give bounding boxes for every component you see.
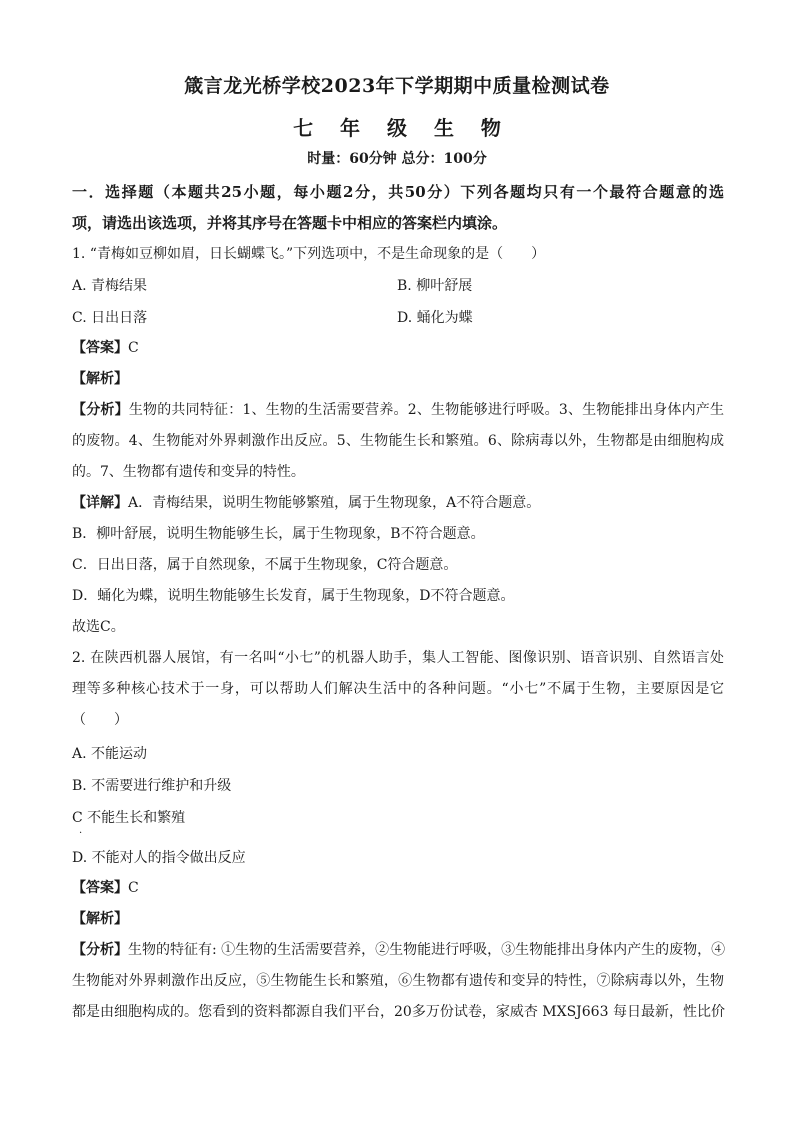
q1-fenxi-line-2: 的废物。4、生物能对外界刺激作出反应。5、生物能生长和繁殖。6、除病毒以外，生物都是由细胞构成 bbox=[72, 433, 724, 449]
q1-analysis-tag: 【解析】 bbox=[72, 371, 128, 387]
exam-meta: 时量：60分钟 总分：100分 bbox=[307, 151, 487, 167]
q1-detail-line-2: B．柳叶舒展，说明生物能够生长，属于生物现象，B不符合题意。 bbox=[72, 526, 485, 542]
q1-detail-line-3: C．日出日落，属于自然现象，不属于生物现象，C符合题意。 bbox=[72, 557, 458, 573]
q1-stem: 1. “青梅如豆柳如眉，日长蝴蝶飞。”下列选项中，不是生命现象的是（ ） bbox=[72, 246, 546, 262]
q1-option-d: D. 蛹化为蝶 bbox=[397, 310, 473, 326]
q2-answer-tag: 【答案】 bbox=[72, 880, 128, 896]
q2-analysis-tag: 【解析】 bbox=[72, 911, 128, 927]
q2-option-b: B. 不需要进行维护和升级 bbox=[72, 778, 232, 794]
q1-detail-line-4: D．蛹化为蝶，说明生物能够生长发育，属于生物现象，D不符合题意。 bbox=[72, 588, 515, 604]
q2-option-d: D. 不能对人的指令做出反应 bbox=[72, 850, 246, 866]
section-instruction-line-2: 项，请选出该选项，并将其序号在答题卡中相应的答案栏内填涂。 bbox=[72, 214, 508, 232]
q1-detail-tag: 【详解】 bbox=[72, 495, 128, 511]
q1-detail-line-1 bbox=[72, 493, 724, 513]
q1-answer-value: C bbox=[128, 340, 139, 356]
q1-detail-line-5: 故选C。 bbox=[72, 619, 125, 635]
q1-fenxi-line-3: 的。7、生物都有遗传和变异的特性。 bbox=[72, 464, 305, 480]
q2-option-a: A. 不能运动 bbox=[72, 746, 148, 762]
q2-option-c-dot: . bbox=[79, 825, 83, 836]
q2-option-c: C 不能生长和繁殖 bbox=[72, 810, 186, 826]
exam-title: 箴言龙光桥学校2023年下学期期中质量检测试卷 bbox=[184, 75, 610, 97]
q1-fenxi-line-1 bbox=[72, 400, 724, 420]
q2-fenxi-tag: 【分析】 bbox=[72, 942, 128, 958]
q1-option-c: C. 日出日落 bbox=[72, 310, 148, 326]
q2-fenxi-line-1 bbox=[72, 940, 724, 960]
q2-fenxi-line-3: 都是由细胞构成的。您看到的资料都源自我们平台，20多万份试卷，家威杏 MXSJ663 每日最新，性比价 bbox=[72, 1004, 725, 1020]
exam-subject: 七 年 级 生 物 bbox=[293, 116, 511, 140]
q1-answer-tag: 【答案】 bbox=[72, 340, 128, 356]
q2-fenxi-line-2: 生物能对外界刺激作出反应，⑤生物能生长和繁殖，⑥生物都有遗传和变异的特性，⑦除病毒以外，生物 bbox=[72, 973, 724, 989]
q1-detail-text-1: A．青梅结果，说明生物能够繁殖，属于生物现象，A不符合题意。 bbox=[128, 495, 541, 511]
q2-fenxi-text-1: 生物的特征有: ①生物的生活需要营养，②生物能进行呼吸，③生物能排出身体内产生的废物，④ bbox=[128, 942, 726, 958]
q2-stem-line-2: 理等多种核心技术于一身，可以帮助人们解决生活中的各种问题。“小七”不属于生物，主要原因是它 bbox=[72, 681, 724, 697]
q2-stem-line-1: 2. 在陕西机器人展馆，有一名叫“小七”的机器人助手，集人工智能、图像识别、语音识别、自然语言处 bbox=[72, 650, 724, 666]
q2-answer bbox=[72, 878, 724, 898]
q2-answer-value: C bbox=[128, 880, 139, 896]
q2-stem-line-3: （ ） bbox=[72, 712, 128, 728]
q1-answer bbox=[72, 338, 724, 358]
q1-option-b: B. 柳叶舒展 bbox=[397, 278, 473, 294]
q1-fenxi-tag: 【分析】 bbox=[72, 402, 129, 418]
q1-option-a: A. 青梅结果 bbox=[72, 278, 148, 294]
section-instruction-line-1: 一．选择题（本题共25小题，每小题2分，共50分）下列各题均只有一个最符合题意的选 bbox=[72, 183, 724, 201]
q1-fenxi-text-1: 生物的共同特征：1、生物的生活需要营养。2、生物能够进行呼吸。3、生物能排出身体内产生 bbox=[128, 402, 724, 418]
